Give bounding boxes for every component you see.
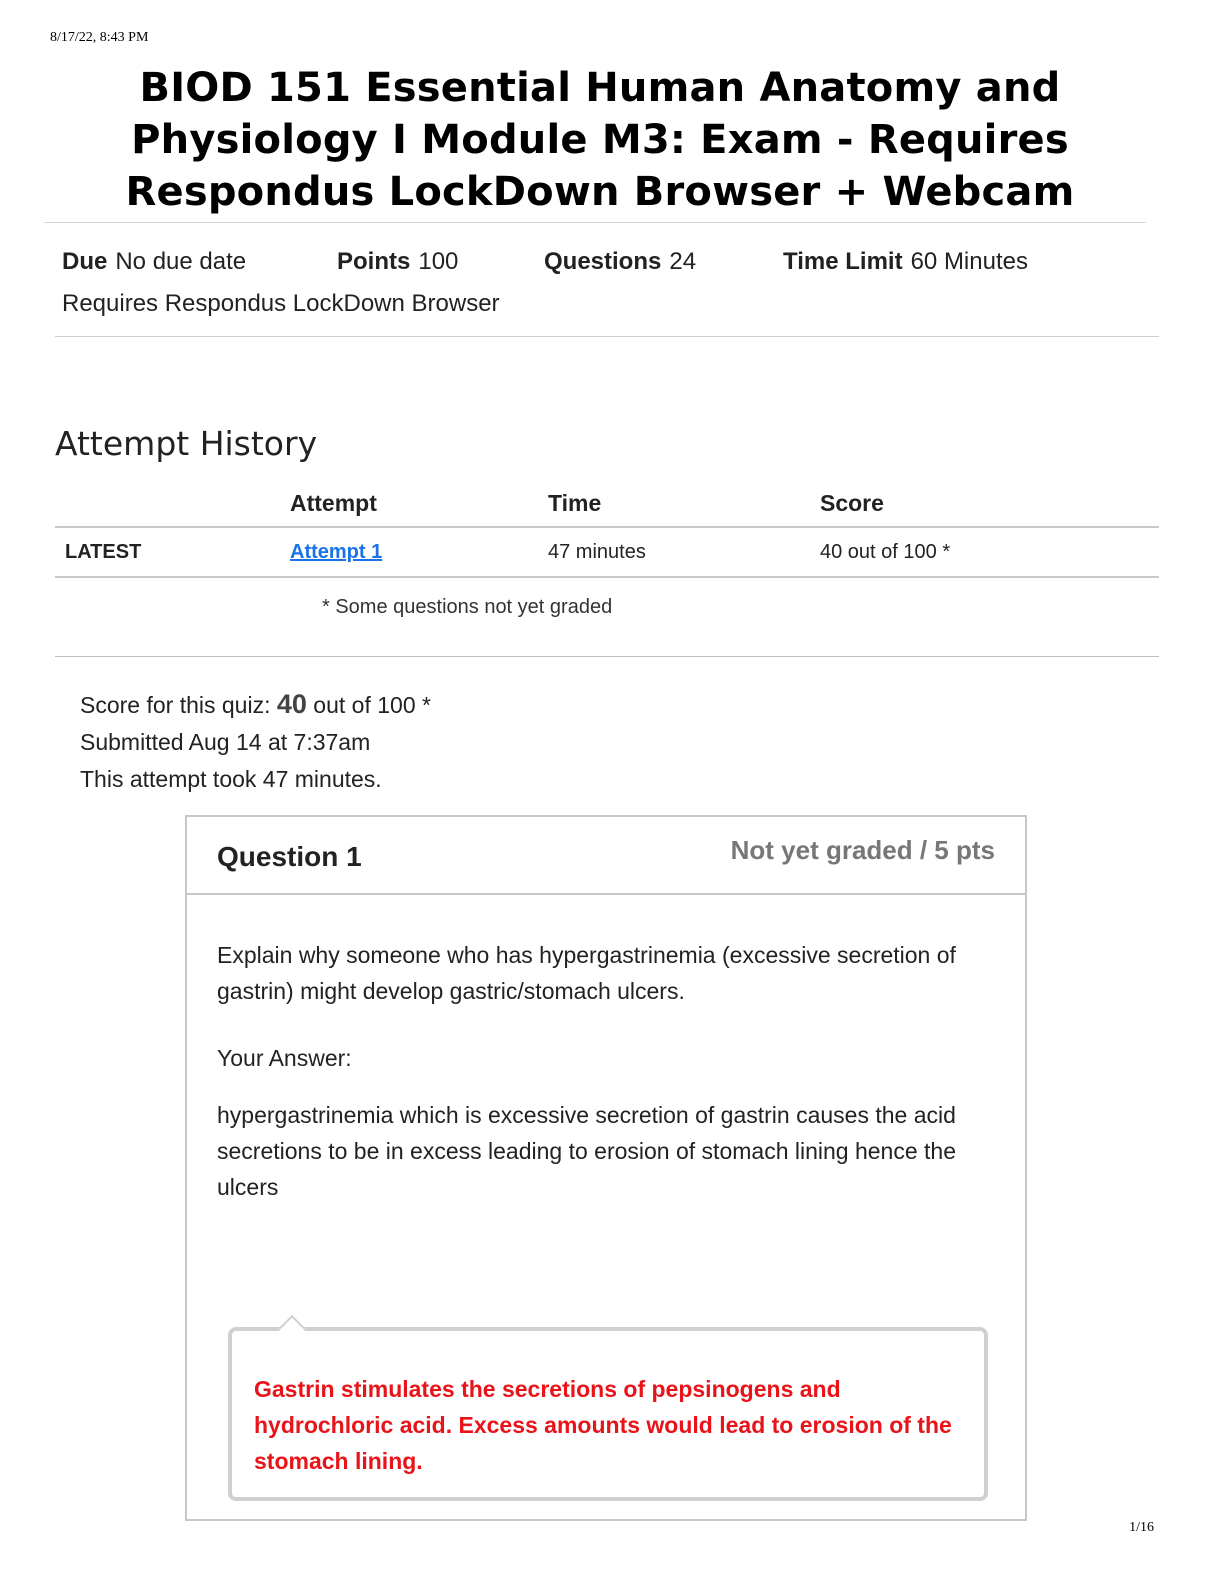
quiz-title: BIOD 151 Essential Human Anatomy and Physiology I Module M3: Exam - Requires Respondus LockDown Browser + Webcam bbox=[125, 65, 1075, 215]
time-limit-value: 60 Minutes bbox=[910, 248, 1028, 275]
due-value: No due date bbox=[115, 248, 247, 275]
lockdown-requirement: Requires Respondus LockDown Browser bbox=[62, 290, 500, 317]
attempt-link[interactable]: Attempt 1 bbox=[290, 541, 383, 563]
attempt-history-heading: Attempt History bbox=[55, 424, 318, 463]
column-header-score: Score bbox=[820, 490, 884, 516]
duration-line: This attempt took 47 minutes. bbox=[80, 766, 382, 792]
latest-tag: LATEST bbox=[65, 541, 142, 563]
comment-pointer bbox=[278, 1315, 306, 1343]
score-prefix: Score for this quiz: bbox=[80, 692, 271, 718]
question-card bbox=[185, 815, 1027, 1521]
question-title: Question 1 bbox=[217, 841, 362, 872]
score-cell: 40 out of 100 * bbox=[820, 541, 951, 563]
score-line bbox=[80, 686, 431, 724]
points-label: Points bbox=[337, 248, 411, 275]
attempt-cell bbox=[290, 541, 382, 564]
quiz-details bbox=[62, 248, 1152, 317]
question-header bbox=[187, 817, 1025, 895]
due-label: Due bbox=[62, 248, 108, 275]
questions-value: 24 bbox=[669, 248, 697, 275]
table-row bbox=[55, 528, 1159, 578]
grader-comment bbox=[228, 1327, 988, 1501]
questions-detail bbox=[544, 248, 696, 276]
time-cell: 47 minutes bbox=[548, 541, 646, 563]
your-answer-label: Your Answer: bbox=[217, 1045, 352, 1071]
score-suffix: out of 100 * bbox=[313, 692, 431, 718]
grading-status: Not yet graded / 5 pts bbox=[730, 835, 995, 865]
points-detail bbox=[337, 248, 458, 276]
due-detail bbox=[62, 248, 246, 276]
details-divider bbox=[55, 336, 1159, 337]
column-header-time: Time bbox=[548, 490, 602, 516]
time-limit-label: Time Limit bbox=[783, 248, 903, 275]
your-answer-text: hypergastrinemia which is excessive secretion of gastrin causes the acid secretions to be in excess leading to erosion of stomach lining hence the ulcers bbox=[217, 1102, 956, 1200]
history-divider bbox=[55, 656, 1159, 657]
table-header-row bbox=[55, 480, 1159, 528]
points-value: 100 bbox=[418, 248, 459, 275]
print-timestamp: 8/17/22, 8:43 PM bbox=[50, 30, 149, 45]
question-text: Explain why someone who has hypergastrinemia (excessive secretion of gastrin) might develop gastric/stomach ulcers. bbox=[217, 942, 956, 1004]
score-value: 40 bbox=[276, 689, 307, 719]
quiz-summary bbox=[80, 686, 431, 798]
print-page-number: 1/16 bbox=[1129, 1520, 1154, 1535]
ungraded-footnote: * Some questions not yet graded bbox=[322, 596, 613, 618]
grader-comment-text: Gastrin stimulates the secretions of pepsinogens and hydrochloric acid. Excess amounts would lead to erosion of the stomach lining. bbox=[254, 1376, 952, 1474]
submitted-line: Submitted Aug 14 at 7:37am bbox=[80, 729, 371, 755]
time-limit-detail bbox=[783, 248, 1028, 276]
attempt-history-table bbox=[55, 480, 1159, 578]
title-divider bbox=[44, 222, 1146, 223]
column-header-attempt: Attempt bbox=[290, 490, 377, 516]
questions-label: Questions bbox=[544, 248, 662, 275]
quiz-details-row bbox=[62, 248, 1152, 282]
